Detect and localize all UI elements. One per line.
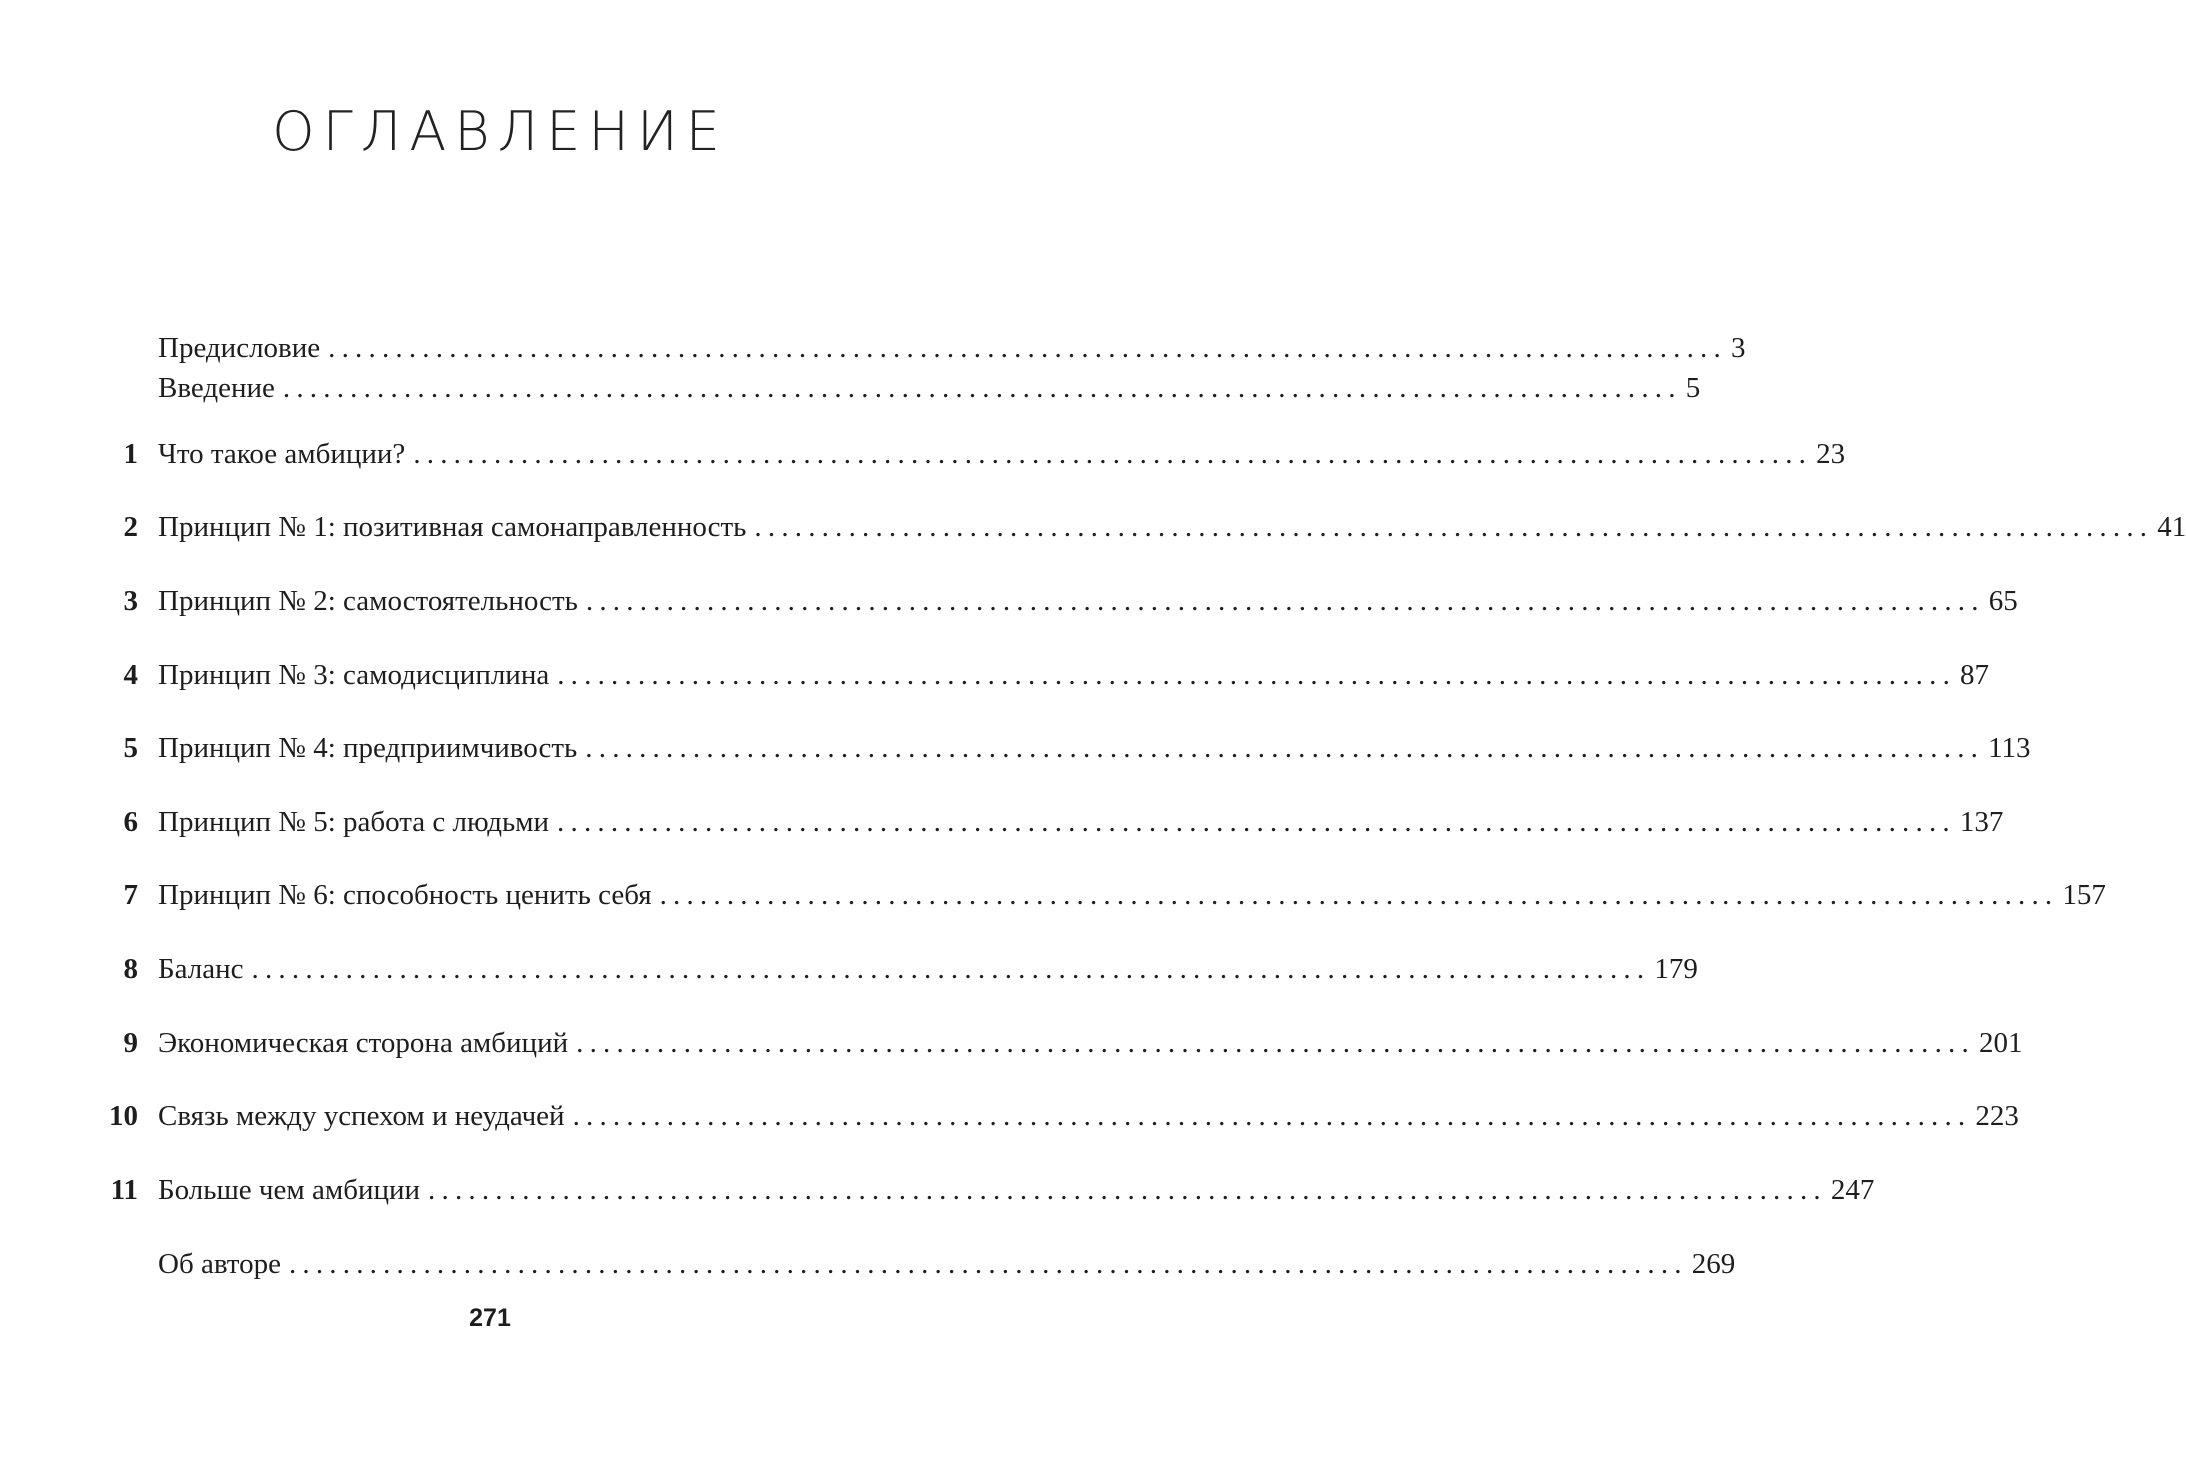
toc-entry (100, 507, 2186, 547)
toc-entry (100, 328, 1746, 368)
toc-entry (100, 1244, 1736, 1284)
entry-title: Больше чем амбиции (158, 1174, 421, 1206)
chapter-number: 5 (123, 732, 138, 764)
chapter-number: 9 (123, 1027, 138, 1059)
page-number: 3 (1730, 332, 1746, 364)
toc-entry (100, 875, 2106, 915)
toc-entry (100, 1170, 1875, 1210)
chapter-number: 4 (123, 659, 138, 691)
chapter-number: 6 (123, 806, 138, 838)
toc-entry (100, 434, 1846, 474)
toc-entry (100, 802, 2004, 842)
entry-title: Об авторе (158, 1248, 281, 1280)
page-number: 157 (2062, 879, 2106, 911)
dot-leader: ........................................................................................................ (251, 953, 1651, 985)
page-title: ОГЛАВЛЕНИЕ (272, 100, 728, 163)
toc-entry (100, 728, 2031, 768)
toc-entry (100, 1096, 2019, 1136)
page-number: 41 (2157, 511, 2186, 543)
toc-entry (100, 655, 1990, 695)
chapter-number: 1 (123, 438, 138, 470)
folio-page-number: 271 (469, 1304, 511, 1332)
entry-title: Принцип № 1: позитивная самонаправленность (158, 511, 747, 543)
entry-title: Предисловие (158, 332, 321, 364)
dot-leader: ........................................................................................................ (282, 372, 1682, 404)
dot-leader: ........................................................................................................ (413, 438, 1813, 470)
dot-leader: ........................................................................................................ (572, 1100, 1972, 1132)
dot-leader: ........................................................................................................ (328, 332, 1727, 364)
entry-title: Введение (158, 372, 275, 404)
toc-entry (100, 581, 2018, 621)
page-number: 5 (1685, 372, 1701, 404)
chapter-number: 2 (123, 511, 138, 543)
page-number: 223 (1975, 1100, 2019, 1132)
dot-leader: ........................................................................................................ (754, 511, 2154, 543)
page-number: 247 (1830, 1174, 1875, 1206)
entry-title: Принцип № 6: способность ценить себя (158, 879, 652, 911)
toc-entry (100, 368, 1701, 408)
page-number: 201 (1978, 1027, 2023, 1059)
dot-leader: ........................................................................................................ (557, 659, 1957, 691)
page-number: 23 (1816, 438, 1846, 470)
page-number: 179 (1654, 953, 1698, 985)
entry-title: Экономическая сторона амбиций (158, 1027, 569, 1059)
toc-entry (100, 949, 1698, 989)
toc-entry (100, 1023, 2023, 1063)
entry-title: Баланс (158, 953, 244, 985)
dot-leader: ........................................................................................................ (659, 879, 2059, 911)
chapter-number: 8 (123, 953, 138, 985)
chapter-number: 11 (110, 1174, 138, 1206)
chapter-number: 7 (123, 879, 138, 911)
entry-title: Принцип № 2: самостоятельность (158, 585, 578, 617)
dot-leader: ........................................................................................................ (428, 1174, 1827, 1206)
page-number: 137 (1959, 806, 2004, 838)
dot-leader: ........................................................................................................ (585, 585, 1985, 617)
dot-leader: ........................................................................................................ (557, 806, 1956, 838)
chapter-number: 3 (123, 585, 138, 617)
entry-title: Что такое амбиции? (158, 438, 406, 470)
entry-title: Принцип № 4: предприимчивость (158, 732, 578, 764)
dot-leader: ........................................................................................................ (585, 732, 1985, 764)
page-number: 113 (1988, 732, 2031, 764)
entry-title: Принцип № 5: работа с людьми (158, 806, 550, 838)
page-number: 65 (1988, 585, 2018, 617)
entry-title: Связь между успехом и неудачей (158, 1100, 565, 1132)
chapter-number: 10 (109, 1100, 138, 1132)
dot-leader: ........................................................................................................ (576, 1027, 1975, 1059)
page-number: 269 (1691, 1248, 1736, 1280)
page-number: 87 (1960, 659, 1990, 691)
dot-leader: ........................................................................................................ (288, 1248, 1688, 1280)
entry-title: Принцип № 3: самодисциплина (158, 659, 550, 691)
